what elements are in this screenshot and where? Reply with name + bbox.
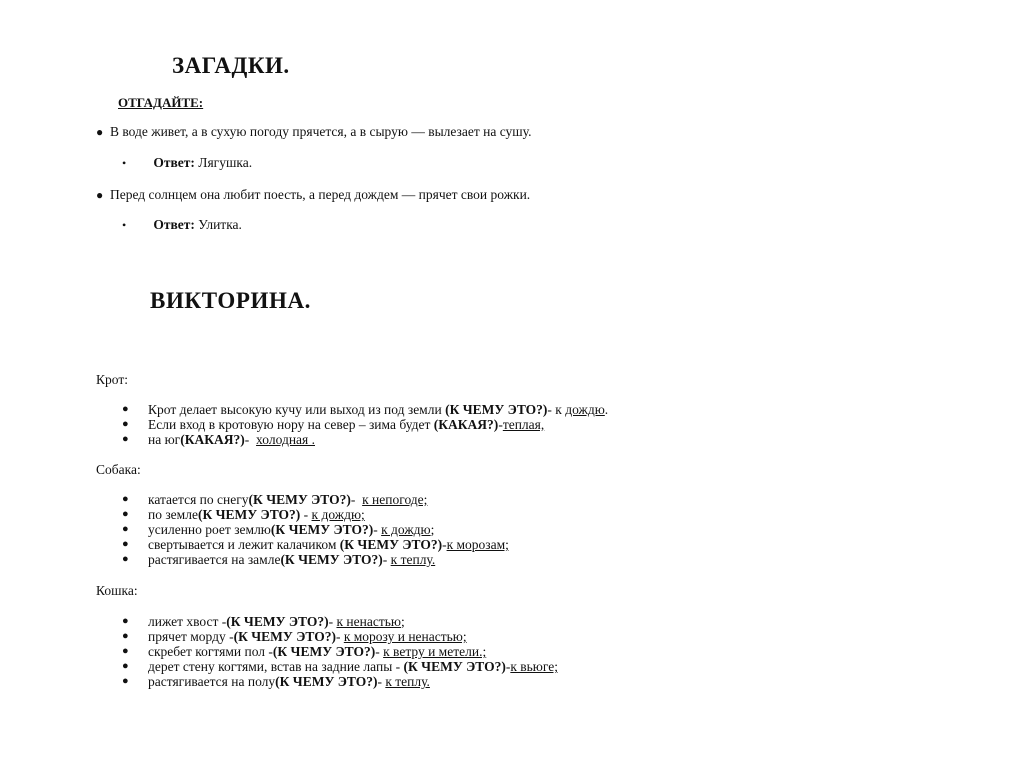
item-text: Крот делает высокую кучу или выход из под земли [148,402,442,417]
item-sep: - [300,507,312,522]
bullet-icon: • [122,156,127,170]
item-sep: - [442,537,447,552]
list-item [122,537,509,552]
item-answer: дождю [565,402,605,417]
item-text: свертывается и лежит калачиком [148,537,340,552]
list-item [122,507,365,522]
answer-text: Лягушка. [198,155,253,170]
section-label-cat: Кошка: [96,583,138,598]
bullet-icon: ● [122,433,129,445]
item-question: (К ЧЕМУ ЭТО?) [270,522,374,537]
item-text: дерет стену когтями, встав на задние лапы - [148,659,404,674]
riddle-question [96,187,530,203]
item-sep: - [335,629,344,644]
bullet-icon: ● [122,508,129,520]
bullet-icon: ● [122,645,129,657]
item-question: (К ЧЕМУ ЭТО?) [233,629,336,644]
item-text: Если вход в кротовую нору на север – зима будет [148,417,431,432]
item-text: лижет хвост - [148,614,227,629]
item-text: прячет морду - [148,629,234,644]
item-answer: к вьюге; [510,659,558,674]
item-text: растягивается на полу [148,674,276,689]
item-question: (К ЧЕМУ ЭТО?) [339,537,443,552]
item-answer: к ветру и метели.; [383,644,487,659]
riddles-title: ЗАГАДКИ. [172,53,290,78]
item-answer: к дождю; [311,507,365,522]
answer-label: Ответ: [153,155,195,170]
bullet-icon: ● [122,418,129,430]
list-item [122,659,558,674]
quiz-title: ВИКТОРИНА. [150,288,312,313]
item-answer: к теплу. [390,552,436,567]
bullet-icon: ● [122,403,129,415]
bullet-icon: ● [122,675,129,687]
item-text: усиленно роет землю [148,522,271,537]
bullet-icon: ● [122,553,129,565]
riddle-answer [122,155,252,171]
list-item [122,432,315,447]
item-answer: теплая, [502,417,545,432]
item-question: (К ЧЕМУ ЭТО?) [445,402,548,417]
item-tail: ; [400,614,405,629]
item-answer: холодная . [256,432,315,447]
bullet-icon: ● [122,493,129,505]
item-sep: - [377,674,386,689]
item-answer: к морозам; [446,537,509,552]
list-item [122,402,608,417]
item-question: (К ЧЕМУ ЭТО?) [226,614,329,629]
answer-label: Ответ: [153,217,195,232]
list-item [122,417,544,432]
item-sep: - к [547,402,566,417]
item-text: растягивается на замле [148,552,281,567]
item-sep: - [373,522,382,537]
item-answer: к ненастью [336,614,401,629]
section-label-dog: Собака: [96,462,141,477]
section-label-mole: Крот: [96,372,128,387]
item-sep: - [244,432,257,447]
item-question: (К ЧЕМУ ЭТО?) [280,552,383,567]
riddle-answer [122,217,242,233]
item-tail: . [604,402,609,417]
item-answer: к морозу и ненастью; [343,629,467,644]
item-sep: - [375,644,384,659]
list-item [122,492,427,507]
item-question: (К ЧЕМУ ЭТО?) [272,644,376,659]
list-item [122,552,435,567]
bullet-icon: ● [122,630,129,642]
bullet-icon: ● [122,538,129,550]
riddle-question-text: Перед солнцем она любит поесть, а перед дождем — прячет свои рожки. [110,187,531,202]
bullet-icon: ● [96,187,104,202]
item-question: (КАКАЯ?) [433,417,499,432]
riddles-subtitle: ОТГАДАЙТЕ: [118,95,204,110]
list-item [122,522,434,537]
item-sep: - [498,417,503,432]
riddle-question-text: В воде живет, а в сухую погоду прячется, а в сырую — вылезает на сушу. [110,124,532,139]
item-sep: - [328,614,337,629]
item-sep: - [350,492,363,507]
item-question: (К ЧЕМУ ЭТО?) [403,659,506,674]
item-text: по земле [148,507,198,522]
bullet-icon: ● [96,124,104,139]
item-sep: - [382,552,391,567]
bullet-icon: ● [122,523,129,535]
item-answer: к теплу. [385,674,430,689]
item-question: (К ЧЕМУ ЭТО?) [248,492,351,507]
item-answer: к дождю [381,522,431,537]
answer-text: Улитка. [198,217,242,232]
item-answer: к непогоде; [362,492,428,507]
bullet-icon: • [122,218,127,232]
item-question: (К ЧЕМУ ЭТО?) [197,507,301,522]
riddle-question [96,124,531,140]
item-question: (КАКАЯ?) [180,432,245,447]
list-item [122,614,405,629]
item-text: на юг [148,432,181,447]
item-text: скребет когтями пол - [148,644,273,659]
bullet-icon: ● [122,660,129,672]
list-item [122,644,486,659]
item-text: катается по снегу [148,492,249,507]
list-item [122,674,430,689]
item-tail: ; [430,522,435,537]
list-item [122,629,467,644]
item-sep: - [505,659,511,674]
bullet-icon: ● [122,615,129,627]
item-question: (К ЧЕМУ ЭТО?) [275,674,378,689]
